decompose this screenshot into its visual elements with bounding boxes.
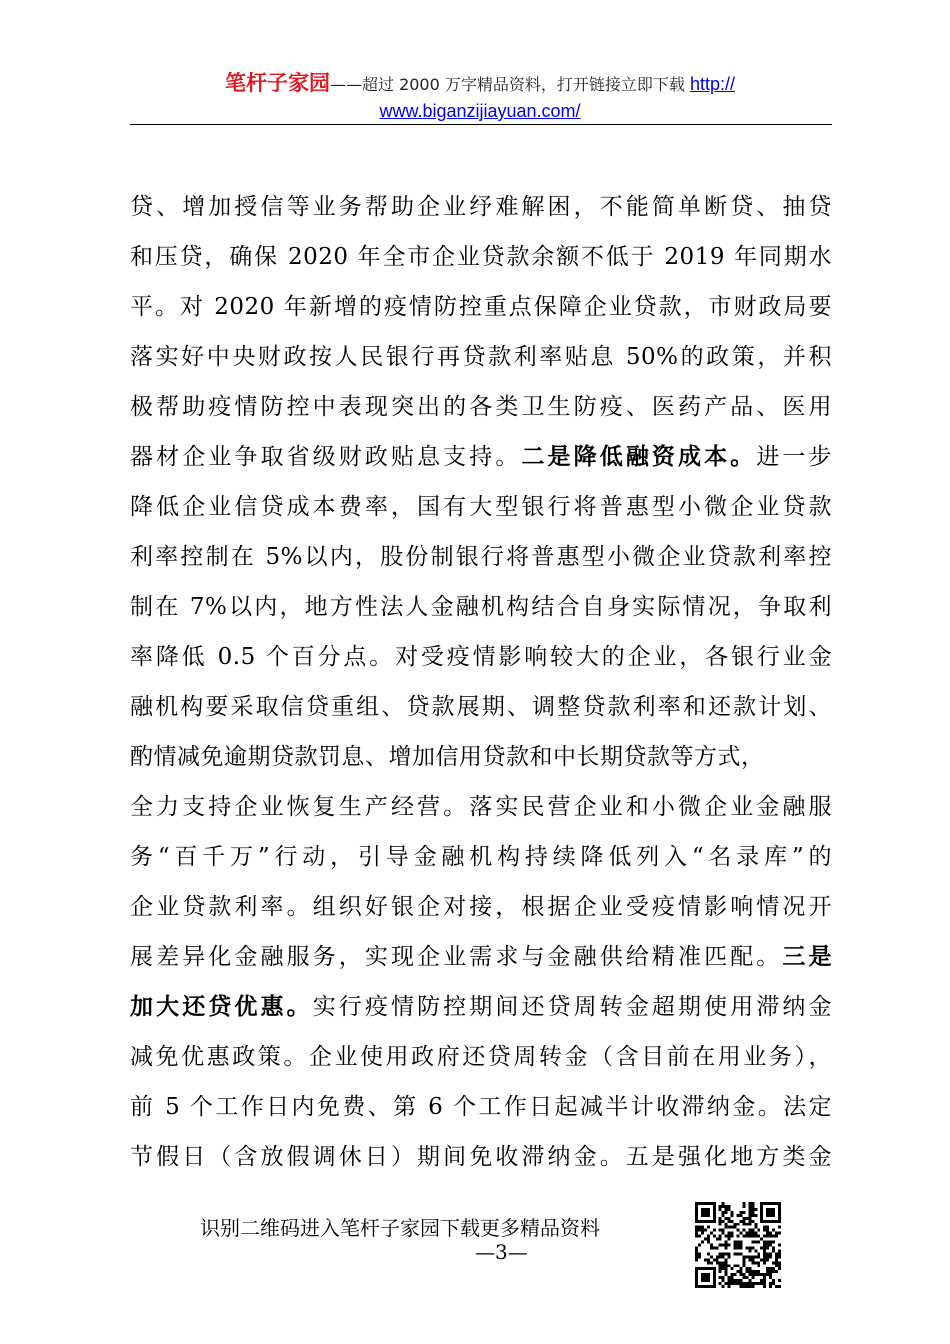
bold-heading-text: 二是降低融资成本。	[521, 443, 757, 470]
document-body	[130, 182, 832, 1182]
page-header	[130, 70, 830, 125]
body-line	[130, 982, 832, 1032]
body-text: 展差异化金融服务，实现企业需求与金融供给精准匹配。	[130, 944, 783, 970]
body-text: 进一步	[756, 444, 833, 470]
header-line-1	[130, 70, 830, 98]
qr-code-icon[interactable]	[695, 1202, 781, 1288]
body-line	[130, 632, 832, 682]
body-text: 和压贷，确保 2020 年全市企业贷款余额不低于 2019 年同期水	[130, 244, 832, 270]
body-line	[130, 432, 832, 482]
body-text: 酌情减免逾期贷款罚息、增加信用贷款和中长期贷款等方式，	[130, 744, 765, 770]
body-text: 贷、增加授信等业务帮助企业纾难解困，不能简单断贷、抽贷	[130, 194, 832, 220]
body-line	[130, 732, 832, 782]
body-text: 制在 7%以内，地方性法人金融机构结合自身实际情况，争取利	[130, 594, 832, 620]
page-number: —3—	[475, 1240, 528, 1264]
body-line	[130, 332, 832, 382]
body-line	[130, 282, 832, 332]
body-text: 利率控制在 5%以内，股份制银行将普惠型小微企业贷款利率控	[130, 544, 832, 570]
header-tagline: ——超过 2000 万字精品资料，打开链接立即下载	[329, 75, 690, 94]
body-line	[130, 232, 832, 282]
body-text: 平。对 2020 年新增的疫情防控重点保障企业贷款，市财政局要	[130, 294, 832, 320]
header-line-2	[130, 98, 830, 125]
body-text: 器材企业争取省级财政贴息支持。	[130, 444, 522, 470]
body-text: 节假日（含放假调休日）期间免收滞纳金。五是强化地方类金	[130, 1144, 832, 1170]
bold-heading-text: 加大还贷优惠。	[130, 993, 313, 1020]
body-line	[130, 532, 832, 582]
body-text: 务“百千万”行动，引导金融机构持续降低列入“名录库”的	[130, 844, 832, 870]
body-line	[130, 1132, 832, 1182]
body-line	[130, 1032, 832, 1082]
body-line	[130, 582, 832, 632]
body-line	[130, 482, 832, 532]
body-text: 降低企业信贷成本费率，国有大型银行将普惠型小微企业贷款	[130, 494, 832, 520]
site-link-part-1[interactable]: http://	[689, 74, 735, 94]
body-text: 企业贷款利率。组织好银企对接，根据企业受疫情影响情况开	[130, 894, 832, 920]
body-text: 减免优惠政策。企业使用政府还贷周转金（含目前在用业务），	[130, 1044, 832, 1070]
body-text: 落实好中央财政按人民银行再贷款利率贴息 50%的政策，并积	[130, 344, 832, 370]
body-line	[130, 382, 832, 432]
body-text: 极帮助疫情防控中表现突出的各类卫生防疫、医药产品、医用	[130, 394, 832, 420]
body-line	[130, 882, 832, 932]
site-link-part-2[interactable]: www.biganzijiayuan.com/	[379, 101, 581, 121]
body-line	[130, 782, 832, 832]
body-line	[130, 932, 832, 982]
body-line	[130, 682, 832, 732]
body-line	[130, 832, 832, 882]
body-text: 实行疫情防控期间还贷周转金超期使用滞纳金	[312, 994, 833, 1020]
body-text: 融机构要采取信贷重组、贷款展期、调整贷款利率和还款计划、	[130, 694, 832, 720]
bold-heading-text: 三是	[782, 943, 833, 970]
body-text: 全力支持企业恢复生产经营。落实民营企业和小微企业金融服	[130, 794, 832, 820]
body-line	[130, 182, 832, 232]
body-text: 前 5 个工作日内免费、第 6 个工作日起减半计收滞纳金。法定	[130, 1094, 832, 1120]
body-line	[130, 1082, 832, 1132]
site-brand: 笔杆子家园	[224, 71, 330, 95]
footer-caption: 识别二维码进入笔杆子家园下载更多精品资料	[200, 1216, 600, 1240]
body-text: 率降低 0.5 个百分点。对受疫情影响较大的企业，各银行业金	[130, 644, 832, 670]
header-rule	[130, 124, 832, 125]
